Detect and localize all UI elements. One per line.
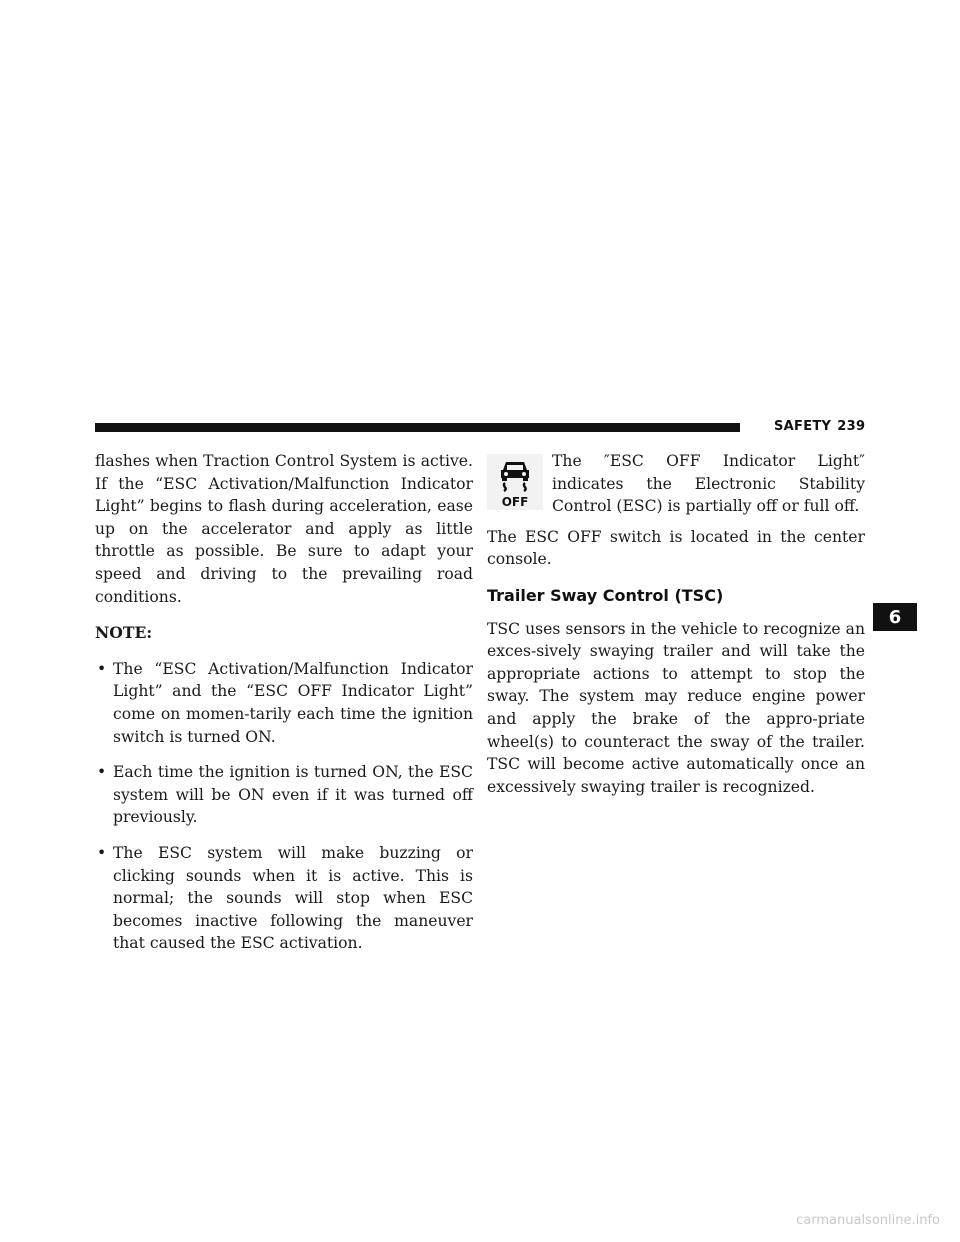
intro-paragraph: flashes when Traction Control System is active. If the “ESC Activation/Malfunction Indicator Light” begins to flash during acceleration, ease up on the accelerator and apply as little throttle as possible. Be sure to adapt your speed and driving to the prevailing road conditions. [95,452,473,606]
note-label: NOTE: [95,623,153,643]
bullet-text: Each time the ignition is turned ON, the ESC system will be ON even if it was turned off previously. [113,763,473,827]
page-number: 239 [837,419,866,434]
esc-off-indicator-description: The ″ESC OFF Indicator Light″ indicates the Electronic Stability Control (ESC) is partially off or full off. [552,452,865,516]
header-rule [95,423,740,432]
list-item [95,658,473,748]
bullet-text: The ESC system will make buzzing or clicking sounds when it is active. This is normal; the sounds will stop when ESC becomes inactive following the maneuver that caused the ESC activation. [113,843,473,953]
bullet-icon: • [97,843,107,862]
esc-off-switch-paragraph: The ESC OFF switch is located in the center console. [487,527,865,569]
esc-off-indicator-icon [487,454,543,510]
list-item [95,761,473,829]
list-item [95,842,473,955]
tsc-paragraph: TSC uses sensors in the vehicle to recognize an exces-sively swaying trailer and will take the appropriate actions to attempt to stop the sway. The system may reduce engine power and apply the brake of the appro-priate wheel(s) to counteract the sway of the trailer. TSC will become active automatically once an excessively swaying trailer is recognized. [487,619,865,796]
esc-off-icon-label: OFF [501,495,529,509]
watermark: carmanualsonline.info [796,1213,940,1228]
bullet-text: The “ESC Activation/Malfunction Indicator Light” and the “ESC OFF Indicator Light” come on momen-tarily each time the ignition switch is turned ON. [113,659,473,746]
note-bullet-list [95,658,473,955]
tsc-heading: Trailer Sway Control (TSC) [487,585,724,605]
esc-off-indicator-block [487,450,865,518]
section-title: SAFETY [774,419,832,434]
right-column [487,450,865,798]
left-column [95,450,473,955]
bullet-icon: • [97,763,107,782]
running-header [774,419,865,434]
chapter-tab: 6 [873,603,917,631]
bullet-icon: • [97,659,107,678]
